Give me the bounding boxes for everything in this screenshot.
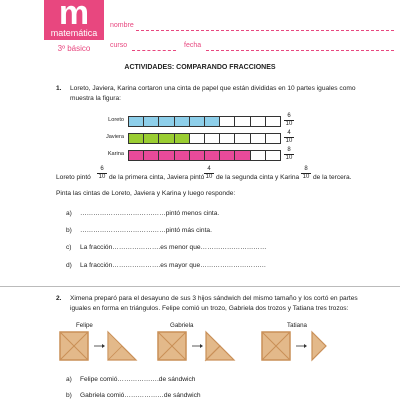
- q1-item-d-letter: d): [66, 262, 72, 269]
- q1-item-a-text[interactable]: …………………………………pintó menos cinta.: [80, 210, 220, 217]
- bar-cell[interactable]: [220, 134, 235, 143]
- bar-cell[interactable]: [129, 134, 144, 143]
- bar-cell[interactable]: [205, 117, 220, 126]
- fraction-numerator: 4: [284, 130, 294, 138]
- q1-item-a-letter: a): [66, 210, 72, 217]
- bar-cell[interactable]: [144, 151, 159, 160]
- bar-cell[interactable]: [235, 151, 250, 160]
- bar-cell[interactable]: [235, 117, 250, 126]
- q2-item-a-text[interactable]: Felipe comió……………….de sándwich: [80, 376, 196, 383]
- q1-sentence-part1: Loreto pintó: [56, 174, 91, 181]
- q1-item-d-text[interactable]: La fracción………………….es mayor que…………………………: [80, 262, 267, 269]
- sandwich-felipe-remaining: [108, 332, 136, 360]
- q1-instruction: Pinta las cintas de Loreto, Javiera y Karina y luego responde:: [56, 190, 236, 197]
- q2-item-a-letter: a): [66, 376, 72, 383]
- bar-cell[interactable]: [251, 117, 266, 126]
- bar-cell[interactable]: [190, 134, 205, 143]
- kid-label-felipe: Felipe: [76, 322, 93, 329]
- brand-logo-letter: m: [58, 0, 90, 32]
- q1-sentence-fraction-2: [204, 166, 214, 181]
- sandwich-tatiana: [262, 332, 290, 360]
- q2-text-line1: Ximena preparó para el desayuno de sus 3 hijos sándwich del mismo tamaño y los cortó en partes: [70, 295, 358, 302]
- bar-cell[interactable]: [159, 117, 174, 126]
- bar-cell[interactable]: [220, 151, 235, 160]
- sandwich-gabriela: [158, 332, 186, 360]
- bar-cell[interactable]: [175, 117, 190, 126]
- fraction-denominator: 10: [98, 174, 106, 180]
- brand-logo-text: matemática: [50, 28, 98, 38]
- fraction-bar-javiera[interactable]: [128, 133, 281, 144]
- bar-cell[interactable]: [190, 151, 205, 160]
- q1-sentence-part2: de la primera cinta, Javiera pintó: [109, 174, 205, 181]
- fraction-numerator: 8: [301, 166, 311, 174]
- q1-sentence-part3: de la segunda cinta y Karina: [216, 174, 300, 181]
- bar-cell[interactable]: [266, 117, 280, 126]
- bar-cell[interactable]: [129, 151, 144, 160]
- kid-label-gabriela: Gabriela: [170, 322, 194, 329]
- bar-cell[interactable]: [235, 134, 250, 143]
- bar-cell[interactable]: [159, 151, 174, 160]
- bar-cell[interactable]: [144, 117, 159, 126]
- name-label: nombre: [110, 22, 134, 29]
- date-label: fecha: [184, 42, 202, 49]
- q1-item-c-text[interactable]: La fracción………………….es menor que…………………………: [80, 244, 267, 251]
- sandwich-felipe: [60, 332, 88, 360]
- q1-sentence-fraction-3: [301, 166, 311, 181]
- fraction-numerator: 6: [284, 113, 294, 121]
- kid-label-tatiana: Tatiana: [287, 322, 307, 329]
- fraction-bar-loreto[interactable]: [128, 116, 281, 127]
- bar-fraction-karina: [284, 147, 294, 162]
- bar-fraction-javiera: [284, 130, 294, 145]
- q1-sentence-part4: de la tercera.: [313, 174, 352, 181]
- q1-item-c-letter: c): [66, 244, 72, 251]
- arrow-icon: [94, 344, 105, 348]
- bar-cell[interactable]: [159, 134, 174, 143]
- bar-cell[interactable]: [220, 117, 235, 126]
- q1-item-b-letter: b): [66, 227, 72, 234]
- q1-text-line1: Loreto, Javiera, Karina cortaron una cinta de papel que están divididas en 10 partes iguales como: [70, 85, 356, 92]
- bar-label-loreto: Loreto: [108, 117, 124, 123]
- fraction-denominator: 10: [285, 138, 293, 144]
- grade-label: 3º básico: [57, 44, 91, 53]
- sandwich-gabriela-remaining: [206, 332, 234, 360]
- bar-cell[interactable]: [205, 134, 220, 143]
- fraction-numerator: 4: [204, 166, 214, 174]
- section-divider: [0, 286, 400, 287]
- worksheet-header: [0, 0, 400, 56]
- q1-number: 1.: [56, 85, 62, 92]
- q2-number: 2.: [56, 295, 62, 302]
- date-line[interactable]: [206, 50, 394, 51]
- fraction-denominator: 10: [205, 174, 213, 180]
- bar-cell[interactable]: [251, 134, 266, 143]
- course-line[interactable]: [132, 50, 176, 51]
- bar-cell[interactable]: [205, 151, 220, 160]
- q2-text-line2: iguales en forma en triángulos. Felipe comió un trozo, Gabriela dos trozos y Tatiana tres trozos:: [70, 305, 349, 312]
- sandwich-tatiana-remaining: [312, 332, 326, 360]
- q1-item-b-text[interactable]: …………………………………pintó más cinta.: [80, 227, 212, 234]
- q2-item-b-text[interactable]: Gabriela comió………………de sándwich: [80, 392, 201, 399]
- fraction-bar-karina[interactable]: [128, 150, 281, 161]
- page-title: ACTIVIDADES: COMPARANDO FRACCIONES: [124, 64, 276, 71]
- bar-cell[interactable]: [175, 151, 190, 160]
- bar-label-karina: Karina: [107, 151, 124, 157]
- fraction-denominator: 10: [302, 174, 310, 180]
- bar-cell[interactable]: [266, 151, 280, 160]
- fraction-denominator: 10: [285, 155, 293, 161]
- bar-cell[interactable]: [129, 117, 144, 126]
- bar-cell[interactable]: [175, 134, 190, 143]
- q1-text-line2: muestra la figura:: [70, 95, 121, 102]
- q1-sentence-fraction-1: [97, 166, 107, 181]
- bar-cell[interactable]: [190, 117, 205, 126]
- fraction-numerator: 6: [97, 166, 107, 174]
- name-line[interactable]: [136, 30, 394, 31]
- bar-fraction-loreto: [284, 113, 294, 128]
- sandwich-illustrations: [0, 328, 400, 372]
- bar-label-javiera: Javiera: [105, 134, 124, 140]
- arrow-icon: [192, 344, 203, 348]
- fraction-numerator: 8: [284, 147, 294, 155]
- q2-item-b-letter: b): [66, 392, 72, 399]
- bar-cell[interactable]: [266, 134, 280, 143]
- bar-cell[interactable]: [251, 151, 266, 160]
- arrow-icon: [296, 344, 307, 348]
- bar-cell[interactable]: [144, 134, 159, 143]
- course-label: curso: [110, 42, 128, 49]
- fraction-denominator: 10: [285, 121, 293, 127]
